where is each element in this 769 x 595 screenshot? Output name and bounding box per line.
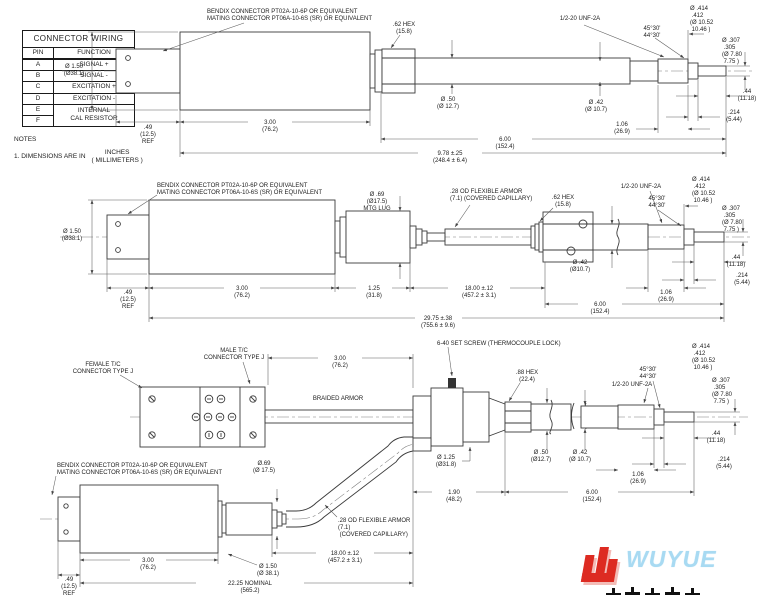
dim-thread-length: 1.06 (26.9): [658, 290, 674, 303]
dim-thread-length: 1.06 (26.9): [614, 122, 630, 135]
dim-body-length: 3.00 (76.2): [140, 558, 156, 571]
bendix-connector: [116, 49, 180, 93]
dim-tip-length: .44 (11.18): [706, 431, 726, 444]
label-set-screw: 6-40 SET SCREW (THERMOCOUPLE LOCK): [437, 341, 561, 347]
label-rod-dia: Ø .50 (Ø 12.7): [436, 97, 460, 110]
label-thread: 1/2-20 UNF-2A: [611, 382, 653, 388]
label-stem-dia: Ø .42 (Ø 10.7): [584, 100, 608, 113]
wuyue-logo: [582, 540, 769, 595]
stem-rod: [415, 58, 630, 84]
hex-nut: [382, 49, 415, 93]
label-bendix-connector: BENDIX CONNECTOR PT02A-10-6P OR EQUIVALENT MATING CONNECTOR PT06A-10-6S (SR) OR EQUIVALENT: [157, 183, 323, 196]
label-chamfer-angle: 45°30' 44°30': [648, 196, 666, 209]
label-rod-dia: Ø .50 (Ø12.7): [530, 450, 552, 463]
dim-neck-length: .214 (5.44): [734, 273, 750, 286]
pin-cell: E: [23, 104, 54, 115]
braided-armor: [265, 410, 413, 423]
mounting-lug: [346, 211, 410, 263]
pin-cell: D: [23, 93, 54, 104]
label-chamfer-angle: 45°30' 44°30': [643, 26, 661, 39]
label-female-tc: FEMALE T/C CONNECTOR TYPE J: [72, 362, 134, 375]
sensing-tip: [694, 232, 724, 242]
notes-heading: NOTES: [14, 136, 37, 143]
function-cell: EXCITATION -: [54, 93, 135, 104]
function-cell: EXCITATION +: [54, 82, 135, 93]
pin-cell: A: [23, 59, 54, 71]
label-tip-od: Ø .307 .305 (Ø 7.80 7.75 ): [722, 38, 743, 65]
hex-fitting: [543, 212, 593, 262]
label-thread-od: Ø .414 .412 (Ø 10.52 10.46 ): [692, 177, 716, 204]
col-header-pin: PIN: [23, 48, 54, 60]
label-thread: 1/2-20 UNF-2A: [620, 184, 662, 190]
label-hex: .62 HEX (15.8): [392, 22, 416, 35]
rod: [531, 404, 571, 430]
label-stem-dia: Ø .42 (Ø10.7): [569, 260, 591, 273]
logo-wordmark: WUYUE: [626, 546, 717, 572]
label-male-tc: MALE T/C CONNECTOR TYPE J: [203, 348, 265, 361]
label-braided-armor: BRAIDED ARMOR: [312, 396, 364, 402]
transducer-body: [180, 32, 370, 110]
dim-connector-length: .49 (12.5) REF: [61, 577, 77, 595]
note-1: 1. DIMENSIONS ARE IN: [14, 153, 86, 161]
label-bendix-connector: BENDIX CONNECTOR PT02A-10-6P OR EQUIVALENT MATING CONNECTOR PT06A-10-6S (SR) OR EQUIVALENT: [207, 9, 373, 22]
dim-lug-length: 1.25 (31.8): [366, 286, 382, 299]
label-thread-od: Ø .414 .412 (Ø 10.52 10.46 ): [692, 344, 716, 371]
hex-fitting: [505, 402, 531, 432]
dim-hub-length: 1.90 (48.2): [446, 490, 462, 503]
pin-cell: F: [23, 115, 54, 126]
label-mtg-lug: Ø .69 (Ø17.5) MTG LUG: [363, 192, 391, 212]
label-thread-od: Ø .414 .412 (Ø 10.52 10.46 ): [690, 6, 714, 33]
label-body-dia: Ø 1.50 (Ø38.1): [61, 229, 83, 242]
set-screw: [448, 378, 456, 388]
label-body-dia: Ø 1.50 (Ø 38.1): [256, 564, 280, 577]
dim-armor-exposed: 3.00 (76.2): [332, 356, 348, 369]
dim-armor-length: 18.00 ±.12 (457.2 ± 3.1): [328, 551, 362, 564]
mounting-lug: [226, 503, 272, 535]
pin-cell: C: [23, 82, 54, 93]
dim-neck-length: .214 (5.44): [726, 110, 742, 123]
label-tip-od: Ø .307 .305 (Ø 7.80 7.75 ): [712, 378, 733, 405]
thermocouple-lock-body: [431, 388, 463, 446]
dim-tip-length: .44 (11.18): [726, 255, 746, 268]
function-cell: SIGNAL +: [54, 59, 135, 71]
dim-nominal-length: 22.25 NOMINAL (565.2): [227, 581, 273, 594]
label-thread: 1/2-20 UNF-2A: [559, 16, 601, 22]
sensing-tip: [698, 66, 726, 76]
col-header-function: FUNCTION: [54, 48, 135, 60]
dim-overall-length: 9.78 ±.25 (248.4 ± 6.4): [433, 151, 467, 164]
dim-neck-length: .214 (5.44): [716, 457, 732, 470]
flexible-armor: [286, 437, 413, 511]
label-flexible-armor: .28 OD FLEXIBLE ARMOR (7.1) (COVERED CAPILLARY): [450, 189, 533, 202]
bendix-connector: [107, 215, 149, 259]
dim-armor-length: 18.00 ±.12 (457.2 ± 3.1): [462, 286, 496, 299]
transducer-body: [80, 485, 218, 553]
stem-rod: [581, 406, 618, 428]
label-chamfer-angle: 45°30' 44°30': [639, 367, 657, 380]
dim-exposed-length: 6.00 (152.4): [495, 137, 515, 150]
stem-rod: [593, 224, 648, 250]
transducer-body: [149, 200, 335, 274]
dim-exposed-length: 6.00 (152.4): [590, 302, 610, 315]
bendix-connector: [58, 497, 80, 541]
dim-exposed-length: 6.00 (152.4): [582, 490, 602, 503]
note-units: INCHES ( MILLIMETERS ): [91, 148, 143, 165]
pin-cell: B: [23, 71, 54, 82]
dim-tip-length: .44 (11.18): [737, 89, 757, 102]
label-hub-dia: Ø 1.25 (Ø31.8): [435, 455, 457, 468]
dim-connector-length: .49 (12.5) REF: [120, 290, 136, 310]
view-pressure-transducer-rigid: [62, 6, 756, 164]
label-bendix-connector: BENDIX CONNECTOR PT02A-10-6P OR EQUIVALENT MATING CONNECTOR PT06A-10-6S (SR) OR EQUIVALENT: [57, 463, 223, 476]
tc-connector-block: [140, 387, 265, 447]
label-tip-od: Ø .307 .305 (Ø 7.80 7.75 ): [722, 206, 743, 233]
dim-connector-length: .49 (12.5) REF: [140, 125, 156, 145]
label-body-dia: Ø 1.50 (Ø38.1): [63, 64, 85, 77]
view-transducer-flexible-capillary: [60, 177, 752, 329]
function-cell: INTERNAL CAL RESISTOR: [54, 104, 135, 126]
label-hex: .62 HEX (15.8): [551, 195, 575, 208]
dim-thread-length: 1.06 (26.9): [630, 472, 646, 485]
label-flexible-armor: .28 OD FLEXIBLE ARMOR (7.1) (COVERED CAPILLARY): [338, 518, 411, 538]
dim-overall-length: 29.75 ±.38 (755.6 ± 9.6): [421, 316, 455, 329]
sensing-tip: [664, 412, 694, 422]
function-cell: SIGNAL -: [54, 71, 135, 82]
table-title: CONNECTOR WIRING: [23, 31, 135, 48]
label-mtg-lug-dia: Ø.69 (Ø 17.5): [252, 461, 276, 474]
dim-body-length: 3.00 (76.2): [234, 286, 250, 299]
label-hex: .88 HEX (22.4): [515, 370, 539, 383]
label-stem-dia: Ø .42 (Ø 10.7): [568, 450, 592, 463]
dim-body-length: 3.00 (76.2): [262, 120, 278, 133]
